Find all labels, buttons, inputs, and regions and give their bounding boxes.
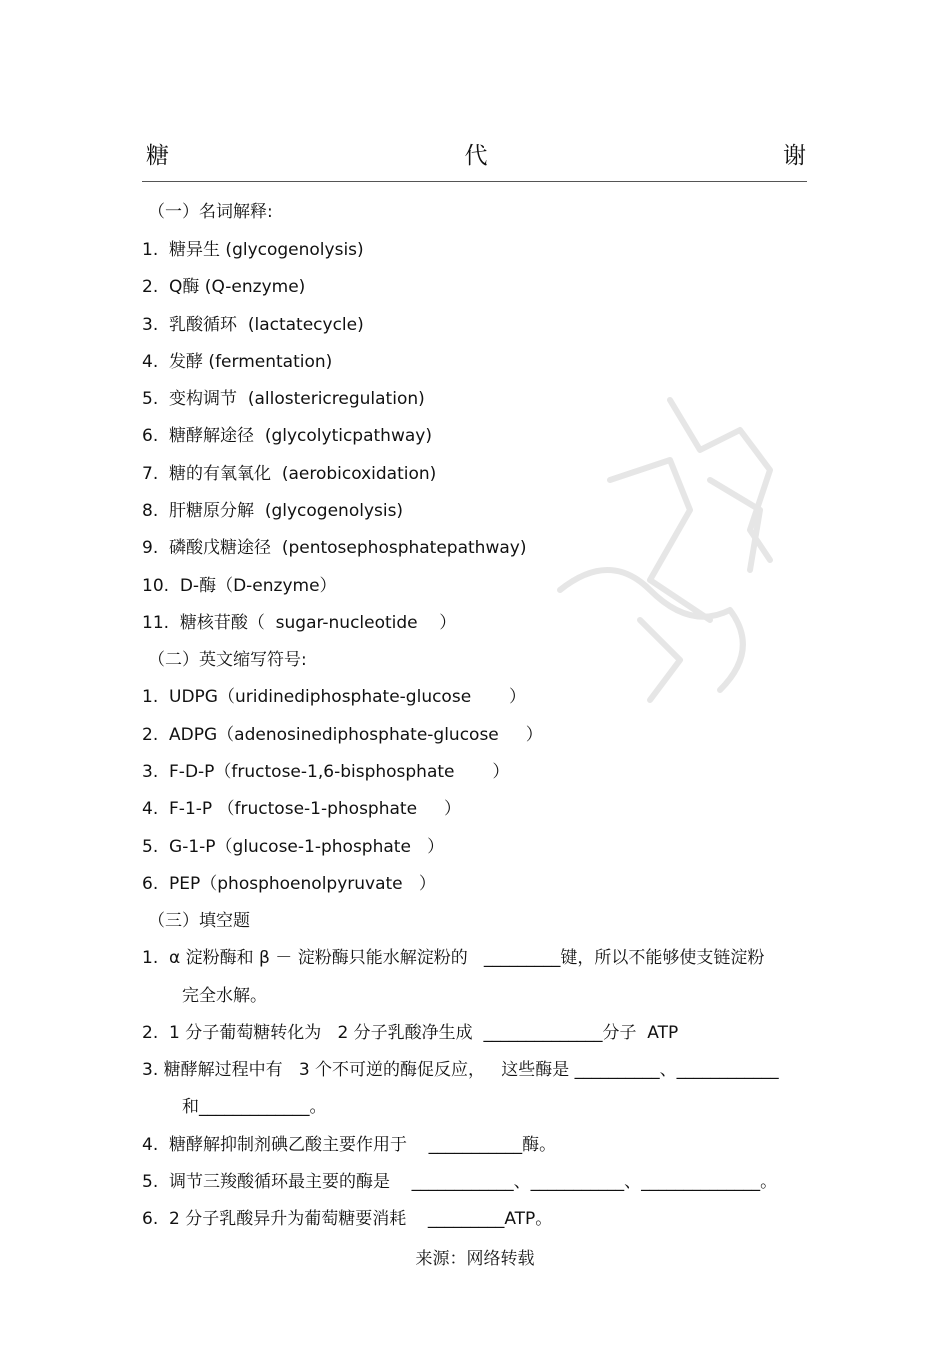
question-6: 6. 2 分子乳酸异升为葡萄糖要消耗 _________ATP。 xyxy=(142,1209,553,1229)
list-item: 2. ADPG（adenosinediphosphate-glucose ） xyxy=(142,725,543,745)
list-item: 8. 肝糖原分解 (glycogenolysis) xyxy=(142,501,404,521)
list-item: 5. G-1-P（glucose-1-phosphate ） xyxy=(142,837,445,857)
list-item: 4. F-1-P （fructose-1-phosphate ） xyxy=(142,799,462,819)
title-char-2: 代 xyxy=(464,142,488,169)
list-item: 1. UDPG（uridinediphosphate-glucose ） xyxy=(142,687,526,707)
section3-heading: （三）填空题 xyxy=(148,911,250,931)
question-5: 5. 调节三羧酸循环最主要的酶是 ____________、___________、______________。 xyxy=(142,1172,778,1192)
footer-source: 来源：网络转载 xyxy=(415,1249,535,1269)
list-item: 3. F-D-P（fructose-1,6-bisphosphate ） xyxy=(142,762,510,782)
question-3-continued: 和_____________。 xyxy=(182,1097,327,1117)
question-2: 2. 1 分子葡萄糖转化为 2 分子乳酸净生成 ______________分子 ATP xyxy=(142,1023,679,1043)
list-item: 9. 磷酸戊糖途径 (pentosephosphatepathway) xyxy=(142,538,527,558)
title-divider xyxy=(142,181,807,182)
list-item: 5. 变构调节 (allostericregulation) xyxy=(142,389,425,409)
list-item: 6. PEP（phosphoenolpyruvate ） xyxy=(142,874,436,894)
section2-heading: （二）英文缩写符号: xyxy=(148,650,307,670)
page-title xyxy=(146,136,806,170)
section1-heading: （一）名词解释: xyxy=(148,202,273,222)
list-item: 6. 糖酵解途径 (glycolyticpathway) xyxy=(142,426,432,446)
list-item: 10. D-酶（D-enzyme） xyxy=(142,576,337,596)
list-item: 3. 乳酸循环 (lactatecycle) xyxy=(142,315,364,335)
question-4: 4. 糖酵解抑制剂碘乙酸主要作用于 ___________酶。 xyxy=(142,1135,557,1155)
list-item: 2. Q酶 (Q-enzyme) xyxy=(142,277,306,297)
title-char-3: 谢 xyxy=(783,142,806,169)
title-char-1: 糖 xyxy=(146,142,169,169)
question-3: 3. 糖酵解过程中有 3 个不可逆的酶促反应， 这些酶是 __________、____________ xyxy=(142,1060,779,1080)
watermark-seal xyxy=(520,360,820,730)
list-item: 7. 糖的有氧氧化 (aerobicoxidation) xyxy=(142,464,437,484)
list-item: 11. 糖核苷酸（ sugar-nucleotide ） xyxy=(142,613,457,633)
list-item: 4. 发酵 (fermentation) xyxy=(142,352,333,372)
question-1: 1. α 淀粉酶和 β － 淀粉酶只能水解淀粉的 _________键，所以不能够使支链淀粉 xyxy=(142,948,765,968)
list-item: 1. 糖异生 (glycogenolysis) xyxy=(142,240,364,260)
question-1-continued: 完全水解。 xyxy=(182,986,267,1006)
